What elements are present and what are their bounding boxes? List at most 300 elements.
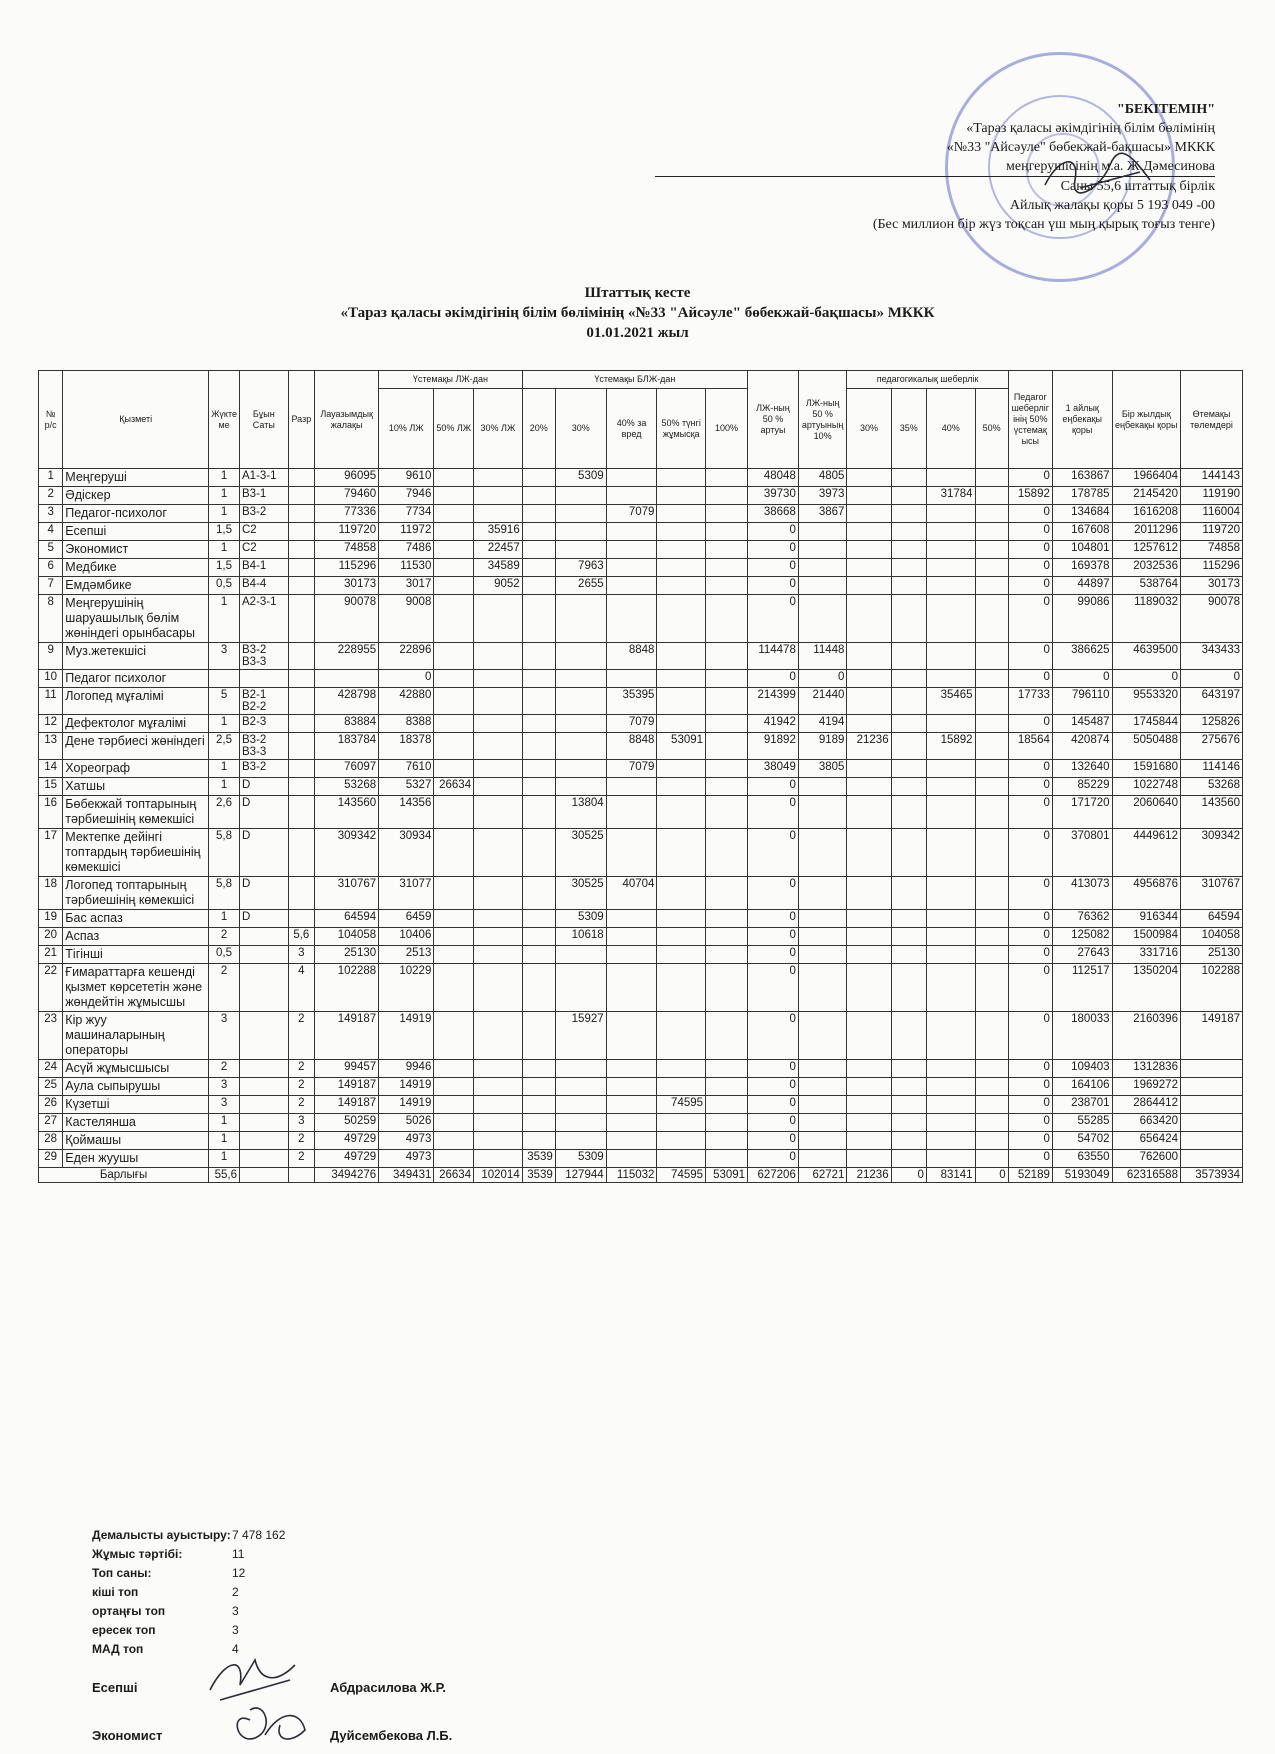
header-annual: Бір жылдық еңбекақы қоры [1112, 371, 1180, 469]
cell-c50n [657, 559, 706, 577]
cell-ped: 0 [1008, 829, 1052, 877]
cell-ped: 0 [1008, 1012, 1052, 1060]
cell-p30 [847, 670, 891, 688]
cell-salary: 119720 [315, 523, 379, 541]
cell-level: С2 [240, 523, 289, 541]
cell-c30 [474, 505, 523, 523]
cell-l10 [798, 964, 847, 1012]
header-level: Бұын Саты [240, 371, 289, 469]
cell-p50 [975, 778, 1008, 796]
cell-load: 2,6 [209, 796, 240, 829]
header-num: № р/с [39, 371, 63, 469]
cell-c50n: 53091 [657, 733, 706, 760]
cell-ped: 0 [1008, 541, 1052, 559]
cell-l50: 0 [748, 577, 799, 595]
cell-c50n [657, 595, 706, 643]
note-line [92, 1564, 285, 1583]
cell-c30 [474, 1150, 523, 1168]
note-value: 12 [232, 1566, 246, 1580]
cell-level: В4-1 [240, 559, 289, 577]
cell-l50: 0 [748, 1012, 799, 1060]
cell-name: Аула сыпырушы [63, 1078, 209, 1096]
cell-c100 [706, 1060, 748, 1078]
cell-ped: 0 [1008, 715, 1052, 733]
cell-load: 5,8 [209, 829, 240, 877]
cell-month: 55285 [1052, 1114, 1112, 1132]
cell-n: 10 [39, 670, 63, 688]
cell-c100 [706, 1078, 748, 1096]
cell-c20 [522, 796, 555, 829]
cell-l50: 0 [748, 1078, 799, 1096]
cell-name: Меңгерушінің шаруашылық бөлім жөніндегі орынбасары [63, 595, 209, 643]
cell-c30: 22457 [474, 541, 523, 559]
cell-c100 [706, 964, 748, 1012]
note-label: Демалысты ауыстыру: [92, 1528, 231, 1542]
cell-grade [288, 505, 315, 523]
cell-c20 [522, 643, 555, 670]
cell-comp: 102288 [1180, 964, 1242, 1012]
cell-p40 [926, 910, 975, 928]
cell-c40 [606, 559, 657, 577]
cell-name: Экономист [63, 541, 209, 559]
header-p40: 40% [926, 389, 975, 469]
cell-c100 [706, 670, 748, 688]
cell-ped: 17733 [1008, 688, 1052, 715]
cell-c100 [706, 541, 748, 559]
cell-comp: 310767 [1180, 877, 1242, 910]
cell-p35 [891, 910, 926, 928]
cell-l10 [798, 559, 847, 577]
cell-p30 [847, 1132, 891, 1150]
cell-n: 17 [39, 829, 63, 877]
cell-c100 [706, 733, 748, 760]
cell-name: Еден жуушы [63, 1150, 209, 1168]
cell-year: 4639500 [1112, 643, 1180, 670]
table-row [39, 1114, 1243, 1132]
cell-c50 [434, 1078, 474, 1096]
cell-c50 [434, 1012, 474, 1060]
cell-c40 [606, 1132, 657, 1150]
cell-p40 [926, 829, 975, 877]
cell-p30 [847, 715, 891, 733]
cell-c10: 2513 [379, 946, 434, 964]
cell-year: 1257612 [1112, 541, 1180, 559]
cell-c50 [434, 760, 474, 778]
cell-level [240, 1114, 289, 1132]
cell-c10: 18378 [379, 733, 434, 760]
cell-name: Кастелянша [63, 1114, 209, 1132]
total-c20: 3539 [522, 1168, 555, 1183]
cell-p40 [926, 523, 975, 541]
cell-p40 [926, 946, 975, 964]
table-row [39, 1150, 1243, 1168]
cell-month: 386625 [1052, 643, 1112, 670]
cell-month: 370801 [1052, 829, 1112, 877]
cell-p35 [891, 1012, 926, 1060]
cell-c30b: 5309 [555, 469, 606, 487]
cell-p35 [891, 1078, 926, 1096]
table-row [39, 505, 1243, 523]
cell-l50: 41942 [748, 715, 799, 733]
cell-p40 [926, 1096, 975, 1114]
cell-c30 [474, 715, 523, 733]
cell-salary: 90078 [315, 595, 379, 643]
cell-l10 [798, 877, 847, 910]
cell-c40 [606, 778, 657, 796]
cell-level: В2-3 [240, 715, 289, 733]
cell-n: 9 [39, 643, 63, 670]
cell-c40 [606, 1078, 657, 1096]
cell-c20 [522, 1132, 555, 1150]
cell-l10 [798, 829, 847, 877]
cell-level [240, 670, 289, 688]
cell-comp: 116004 [1180, 505, 1242, 523]
cell-c40: 8848 [606, 643, 657, 670]
cell-c50n [657, 928, 706, 946]
cell-grade [288, 796, 315, 829]
cell-c100 [706, 469, 748, 487]
cell-n: 12 [39, 715, 63, 733]
total-l50: 627206 [748, 1168, 799, 1183]
cell-c20 [522, 877, 555, 910]
cell-p50 [975, 505, 1008, 523]
cell-grade: 2 [288, 1096, 315, 1114]
cell-p35 [891, 595, 926, 643]
note-line [92, 1583, 285, 1602]
cell-c10: 30934 [379, 829, 434, 877]
cell-ped: 0 [1008, 796, 1052, 829]
cell-c50 [434, 1150, 474, 1168]
header-50n: 50% түнгі жұмысқа [657, 389, 706, 469]
cell-c10: 10229 [379, 964, 434, 1012]
cell-c50n [657, 829, 706, 877]
cell-load: 1 [209, 760, 240, 778]
cell-c50n [657, 1114, 706, 1132]
total-c100: 53091 [706, 1168, 748, 1183]
cell-c30 [474, 643, 523, 670]
cell-c40 [606, 469, 657, 487]
accountant-role: Есепші [92, 1680, 138, 1695]
cell-c20 [522, 595, 555, 643]
cell-n: 21 [39, 946, 63, 964]
table-row [39, 1060, 1243, 1078]
cell-level: А2-3-1 [240, 595, 289, 643]
cell-month: 104801 [1052, 541, 1112, 559]
cell-c20 [522, 1078, 555, 1096]
cell-p50 [975, 1012, 1008, 1060]
cell-p30 [847, 523, 891, 541]
cell-p40 [926, 964, 975, 1012]
cell-grade [288, 760, 315, 778]
cell-p40 [926, 1012, 975, 1060]
cell-month: 163867 [1052, 469, 1112, 487]
cell-c50n [657, 643, 706, 670]
cell-grade: 2 [288, 1150, 315, 1168]
cell-c30b [555, 1096, 606, 1114]
cell-ped: 18564 [1008, 733, 1052, 760]
cell-c10: 9946 [379, 1060, 434, 1078]
document-title [0, 283, 1275, 343]
cell-grade [288, 559, 315, 577]
cell-salary: 104058 [315, 928, 379, 946]
cell-c30: 34589 [474, 559, 523, 577]
cell-n: 15 [39, 778, 63, 796]
cell-c30 [474, 1114, 523, 1132]
cell-c100 [706, 829, 748, 877]
cell-level: В3-2 [240, 760, 289, 778]
cell-salary: 77336 [315, 505, 379, 523]
cell-l10 [798, 1012, 847, 1060]
cell-ped: 0 [1008, 946, 1052, 964]
cell-c30b: 30525 [555, 829, 606, 877]
cell-c30b [555, 760, 606, 778]
header-30b: 30% [555, 389, 606, 469]
cell-p35 [891, 688, 926, 715]
cell-c50n [657, 469, 706, 487]
cell-load: 5 [209, 688, 240, 715]
cell-year: 2060640 [1112, 796, 1180, 829]
cell-n: 3 [39, 505, 63, 523]
header-ljd50: ЛЖ-ның 50 % артуы [748, 371, 799, 469]
cell-c30 [474, 469, 523, 487]
cell-year: 1591680 [1112, 760, 1180, 778]
cell-c100 [706, 577, 748, 595]
header-40: 40% за вред [606, 389, 657, 469]
cell-salary: 228955 [315, 643, 379, 670]
cell-c20 [522, 1114, 555, 1132]
cell-l10: 11448 [798, 643, 847, 670]
cell-c20 [522, 523, 555, 541]
cell-p35 [891, 1096, 926, 1114]
cell-c10: 3017 [379, 577, 434, 595]
cell-comp [1180, 1132, 1242, 1150]
cell-c50 [434, 829, 474, 877]
cell-p50 [975, 946, 1008, 964]
cell-name: Есепші [63, 523, 209, 541]
cell-ped: 15892 [1008, 487, 1052, 505]
cell-name: Бас аспаз [63, 910, 209, 928]
cell-grade [288, 487, 315, 505]
cell-name: Асүй жұмысшысы [63, 1060, 209, 1078]
cell-ped: 0 [1008, 1150, 1052, 1168]
cell-c20 [522, 688, 555, 715]
cell-load: 1 [209, 778, 240, 796]
cell-c20: 3539 [522, 1150, 555, 1168]
cell-c30 [474, 733, 523, 760]
cell-ped: 0 [1008, 964, 1052, 1012]
header-group-ljd: Үстемақы ЛЖ-дан [379, 371, 523, 389]
total-c10: 349431 [379, 1168, 434, 1183]
cell-grade [288, 688, 315, 715]
cell-p50 [975, 1078, 1008, 1096]
cell-ped: 0 [1008, 505, 1052, 523]
cell-month: 76362 [1052, 910, 1112, 928]
cell-level: D [240, 796, 289, 829]
cell-p50 [975, 541, 1008, 559]
cell-n: 25 [39, 1078, 63, 1096]
cell-c40 [606, 946, 657, 964]
cell-comp [1180, 1078, 1242, 1096]
total-label: Барлығы [39, 1168, 209, 1183]
cell-salary: 115296 [315, 559, 379, 577]
cell-c30 [474, 688, 523, 715]
cell-c40 [606, 523, 657, 541]
cell-ped: 0 [1008, 577, 1052, 595]
total-month: 5193049 [1052, 1168, 1112, 1183]
cell-level: D [240, 877, 289, 910]
cell-month: 27643 [1052, 946, 1112, 964]
table-row [39, 760, 1243, 778]
cell-level: В3-1 [240, 487, 289, 505]
cell-load: 1,5 [209, 523, 240, 541]
cell-n: 20 [39, 928, 63, 946]
cell-c30b [555, 778, 606, 796]
table-row [39, 928, 1243, 946]
cell-comp: 643197 [1180, 688, 1242, 715]
cell-c30b: 7963 [555, 559, 606, 577]
cell-n: 2 [39, 487, 63, 505]
cell-ped: 0 [1008, 1132, 1052, 1150]
cell-grade [288, 523, 315, 541]
cell-ped: 0 [1008, 778, 1052, 796]
cell-c100 [706, 910, 748, 928]
cell-p50 [975, 760, 1008, 778]
cell-grade [288, 715, 315, 733]
cell-c100 [706, 505, 748, 523]
cell-salary: 49729 [315, 1150, 379, 1168]
cell-name: Педагог психолог [63, 670, 209, 688]
cell-l10 [798, 523, 847, 541]
cell-comp: 90078 [1180, 595, 1242, 643]
cell-l50: 0 [748, 670, 799, 688]
economist-role: Экономист [92, 1728, 163, 1743]
cell-c50 [434, 946, 474, 964]
cell-l10 [798, 1078, 847, 1096]
cell-c40: 7079 [606, 505, 657, 523]
cell-name: Күзетші [63, 1096, 209, 1114]
cell-grade: 3 [288, 1114, 315, 1132]
cell-c50n [657, 796, 706, 829]
cell-month: 109403 [1052, 1060, 1112, 1078]
cell-p35 [891, 1060, 926, 1078]
cell-p30 [847, 964, 891, 1012]
cell-name: Хореограф [63, 760, 209, 778]
cell-name: Медбике [63, 559, 209, 577]
cell-salary [315, 670, 379, 688]
cell-p40 [926, 541, 975, 559]
cell-ped: 0 [1008, 670, 1052, 688]
cell-c30b [555, 1114, 606, 1132]
cell-p40 [926, 760, 975, 778]
cell-p40 [926, 715, 975, 733]
cell-comp [1180, 1150, 1242, 1168]
cell-c50 [434, 733, 474, 760]
table-row [39, 1096, 1243, 1114]
cell-level [240, 964, 289, 1012]
cell-load: 1 [209, 1150, 240, 1168]
cell-level: В3-2 В3-3 [240, 643, 289, 670]
cell-c40 [606, 670, 657, 688]
cell-c10: 11530 [379, 559, 434, 577]
cell-c100 [706, 523, 748, 541]
cell-p30 [847, 541, 891, 559]
cell-p35 [891, 877, 926, 910]
cell-c100 [706, 1096, 748, 1114]
table-row [39, 670, 1243, 688]
cell-load: 3 [209, 1012, 240, 1060]
cell-salary: 149187 [315, 1096, 379, 1114]
cell-c30 [474, 670, 523, 688]
cell-c50 [434, 595, 474, 643]
note-label: Топ саны: [92, 1566, 152, 1580]
cell-c50n [657, 877, 706, 910]
cell-l50: 0 [748, 796, 799, 829]
cell-salary: 79460 [315, 487, 379, 505]
header-load: Жүктеме [209, 371, 240, 469]
cell-year: 2864412 [1112, 1096, 1180, 1114]
cell-grade [288, 910, 315, 928]
cell-n: 8 [39, 595, 63, 643]
cell-p50 [975, 577, 1008, 595]
cell-p50 [975, 643, 1008, 670]
cell-salary: 64594 [315, 910, 379, 928]
cell-month: 178785 [1052, 487, 1112, 505]
cell-comp [1180, 1096, 1242, 1114]
cell-p30 [847, 829, 891, 877]
cell-n: 24 [39, 1060, 63, 1078]
cell-c40 [606, 928, 657, 946]
cell-year: 0 [1112, 670, 1180, 688]
cell-c50 [434, 796, 474, 829]
cell-p35 [891, 469, 926, 487]
cell-l50: 114478 [748, 643, 799, 670]
cell-c10: 0 [379, 670, 434, 688]
cell-n: 7 [39, 577, 63, 595]
cell-c30b: 15927 [555, 1012, 606, 1060]
cell-comp [1180, 1060, 1242, 1078]
cell-n: 22 [39, 964, 63, 1012]
cell-p35 [891, 1150, 926, 1168]
cell-salary: 310767 [315, 877, 379, 910]
cell-month: 167608 [1052, 523, 1112, 541]
cell-c10: 7610 [379, 760, 434, 778]
cell-c50n: 74595 [657, 1096, 706, 1114]
cell-c30b: 2655 [555, 577, 606, 595]
cell-l10 [798, 1150, 847, 1168]
cell-p30 [847, 796, 891, 829]
cell-n: 29 [39, 1150, 63, 1168]
cell-l10: 3805 [798, 760, 847, 778]
cell-c30 [474, 928, 523, 946]
cell-month: 171720 [1052, 796, 1112, 829]
cell-p40 [926, 505, 975, 523]
cell-c10: 14919 [379, 1096, 434, 1114]
cell-salary: 49729 [315, 1132, 379, 1150]
cell-month: 796110 [1052, 688, 1112, 715]
cell-c50 [434, 715, 474, 733]
cell-c40 [606, 487, 657, 505]
cell-n: 13 [39, 733, 63, 760]
cell-c100 [706, 595, 748, 643]
cell-l50: 0 [748, 778, 799, 796]
cell-c50n [657, 1150, 706, 1168]
cell-month: 54702 [1052, 1132, 1112, 1150]
cell-p50 [975, 733, 1008, 760]
cell-l50: 0 [748, 964, 799, 1012]
header-30: 30% ЛЖ [474, 389, 523, 469]
table-row [39, 643, 1243, 670]
cell-c30b: 13804 [555, 796, 606, 829]
